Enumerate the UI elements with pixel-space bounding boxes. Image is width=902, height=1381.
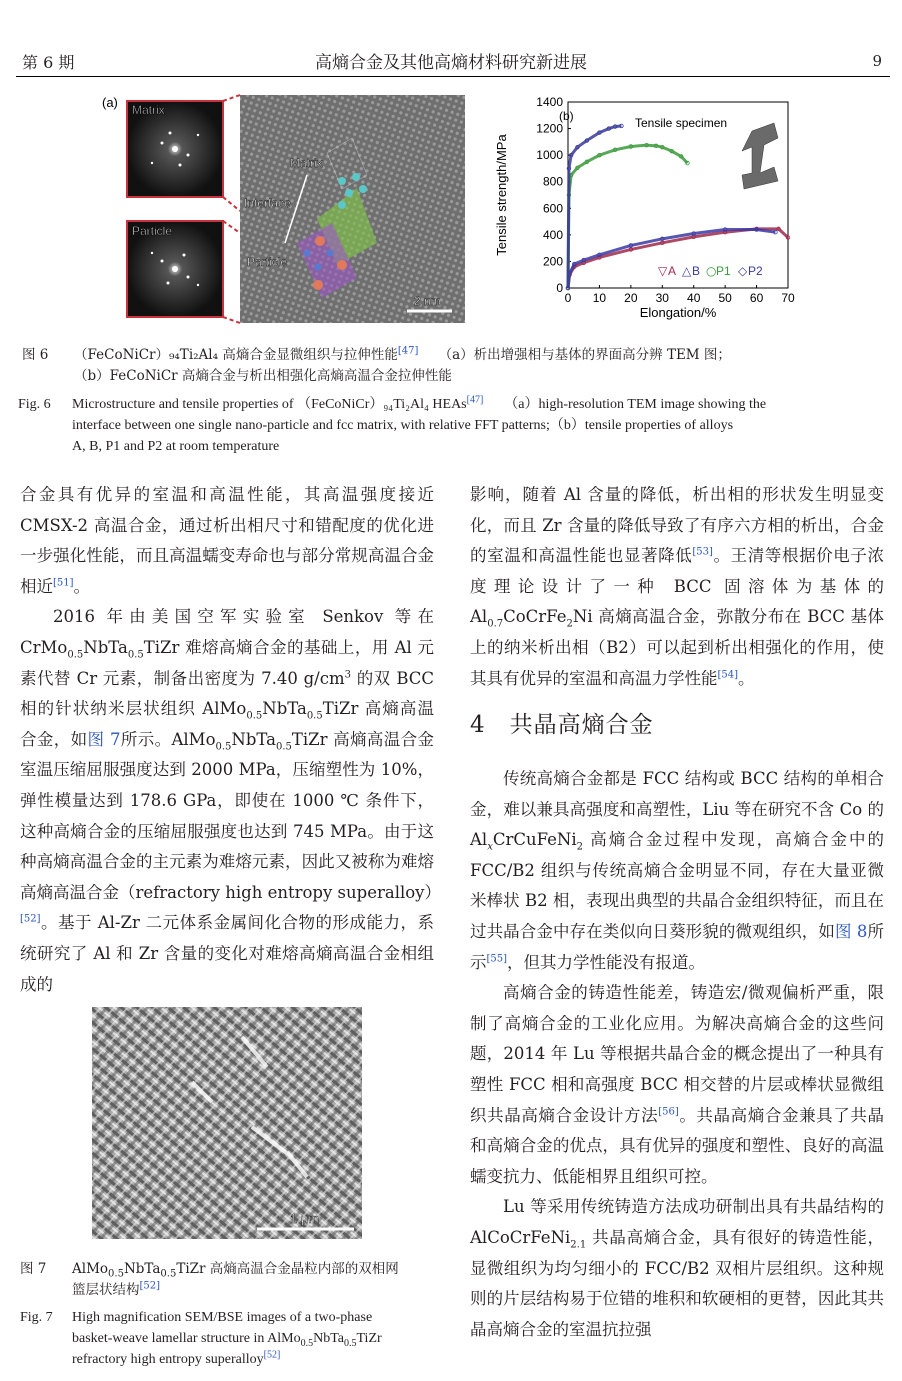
y-tick-label: 0	[556, 281, 563, 295]
x-tick-label: 30	[655, 291, 669, 305]
figure-6	[92, 93, 812, 333]
y-tick-label: 400	[542, 227, 563, 242]
right-column-bottom	[470, 764, 884, 1345]
caption-text: AlMo$_{0.5}$NbTa$_{0.5}$TiZr 高熵高温合金晶粒内部的双相网 篮层状结构[52]	[72, 1261, 399, 1298]
inset-label-matrix: Matrix	[132, 103, 165, 117]
label-matrix: Matrix	[290, 156, 323, 170]
header-rule	[16, 76, 890, 77]
tensile-chart	[494, 95, 795, 320]
y-tick-label: 200	[542, 254, 563, 269]
y-tick-label: 600	[542, 201, 563, 216]
paragraph: Lu 等采用传统铸造方法成功研制出具有共晶结构的 AlCoCrFeNi$_{2.1}$ 共晶高熵合金，具有很好的铸造性能，显微组织为均匀细小的 FCC/B2 双相片层组织。这种规则的片层结构易于位错的堆积和软硬相的更替，因此其共晶高熵合金的室温抗拉强	[470, 1197, 884, 1339]
sem-image	[92, 1007, 362, 1239]
panel-a-label: (a)	[102, 95, 118, 110]
caption-label: 图 7	[20, 1261, 47, 1277]
paragraph: 传统高熵合金都是 FCC 结构或 BCC 结构的单相合金，难以兼具高强度和高塑性，Liu 等在研究不含 Co 的 $Al_xCrCuFeNi_2$ 高熵合金过程中发现，高熵合金中的 FCC/B2 组织与传统高熵合金明显不同，存在大量亚微米棒状 B2 相，表现出典型的共晶合金组织特征，而且在过共晶合金中存在类似向日葵形貌的微观组织，如图 8所示[55]，但其力学性能没有报道。	[470, 769, 885, 972]
caption-text: High magnification SEM/BSE images of a two-phase basket-weave lamellar structure in AlMo$_{0.5}$NbTa$_{0.5}$TiZr refractory high entropy superalloy[52]	[72, 1310, 382, 1367]
section-heading: 4 共晶高熵合金	[470, 712, 654, 738]
x-tick-label: 20	[624, 291, 638, 305]
legend-marker-p2: ◇	[738, 264, 748, 278]
left-column	[20, 480, 442, 1000]
figure-6-graphic	[92, 93, 812, 333]
specimen-label: Tensile specimen	[635, 116, 728, 130]
x-tick-label: 40	[687, 291, 701, 305]
x-tick-label: 10	[592, 291, 607, 305]
legend-marker-b: △	[682, 264, 692, 278]
x-tick-label: 70	[781, 291, 795, 305]
y-axis-label: Tensile strength/MPa	[494, 134, 509, 256]
legend-label-p1: P1	[716, 264, 731, 278]
journal-title: 高熵合金及其他高熵材料研究新进展	[315, 53, 587, 73]
caption-text: （FeCoNiCr）₉₄Ti₂Al₄ 高熵合金显微组织与拉伸性能[47] （a）析出增强相与基体的界面高分辨 TEM 图； （b）FeCoNiCr 高熵合金与析出相强化高熵高温合金拉伸性能	[74, 345, 731, 384]
legend-label-a: A	[668, 264, 677, 278]
figure-7-link[interactable]: 图 7	[87, 729, 121, 749]
paragraph: 影响，随着 Al 含量的降低，析出相的形状发生明显变化，而且 Zr 含量的降低导致了有序六方相的析出，合金的室温和高温性能也显著降低[53]。王清等根据价电子浓度理论设计了一种 BCC 固溶体为基体的 $Al_{0.7}CoCrFe_2Ni$ 高熵高温合金，弥散分布在 BCC 基体上的纳米析出相（B2）可以起到析出相强化的作用，使其具有优异的室温和高温力学性能[54]。	[470, 485, 885, 688]
paragraph: 高熵合金的铸造性能差，铸造宏/微观偏析严重，限制了高熵合金的工业化应用。为解决高熵合金的这些问题，2014 年 Lu 等根据共晶合金的概念提出了一种具有塑性 FCC 相和高强度 BCC 相交替的片层或棒状显微组织共晶高熵合金设计方法[56]。共晶高熵合金兼具了共晶和高熵合金的优点，具有优异的强度和塑性、良好的高温蠕变抗力、低能相界且组织可控。	[470, 983, 885, 1186]
y-tick-label: 800	[542, 174, 563, 189]
paragraph: 合金具有优异的室温和高温性能，其高温强度接近CMSX-2 高温合金，通过析出相尺寸和错配度的优化进一步强化性能，而且高温蠕变寿命也与部分常规高温合金相近[51]。	[20, 485, 434, 596]
y-tick-label: 1000	[536, 148, 563, 163]
inset-label-particle: Particle	[132, 224, 173, 238]
paragraph: 2016 年由美国空军实验室 Senkov 等在 CrMo$_{0.5}$NbTa$_{0.5}$TiZr 难熔高熵合金的基础上，用 Al 元素代替 Cr 元素，制备出密度为 7.40 $g/cm^3$ 的双 BCC 相的针状纳米层状组织 AlMo$_{0.5}$NbTa$_{0.5}$TiZr 高熵高温合金，如图 7所示。AlMo$_{0.5}$NbTa$_{0.5}$TiZr 高熵高温合金室温压缩屈服强度达到 2000 MPa，压缩塑性为 10%，弹性模量达到 178.6 GPa，即使在 1000 ℃ 条件下，这种高熵合金的压缩屈服强度也达到 745 MPa。由于这种高熵高温合金的主元素为难熔元素，因此又被称为难熔高熵高温合金（refractory high entropy superalloy）[52]。基于 Al-Zr 二元体系金属间化合物的形成能力，系统研究了 Al 和 Zr 含量的变化对难熔高熵高温合金相组成的	[20, 607, 442, 994]
y-tick-label: 1400	[536, 95, 563, 109]
figure-8-link[interactable]: 图 8	[834, 921, 868, 941]
tensile-specimen-icon	[742, 123, 778, 189]
caption-label: 图 6	[22, 347, 49, 363]
x-axis-label: Elongation/%	[639, 305, 717, 320]
x-tick-label: 50	[718, 291, 732, 305]
running-header	[0, 0, 902, 80]
issue-number: 第 6 期	[22, 53, 75, 72]
caption-label: Fig. 6	[18, 397, 51, 412]
panel-b-label: (b)	[559, 109, 574, 123]
x-tick-label: 0	[564, 291, 572, 305]
figure-7	[92, 1007, 362, 1239]
scale-label-2nm: 2 nm	[414, 294, 441, 308]
legend-marker-a: ▽	[658, 264, 668, 278]
legend-label-b: B	[692, 264, 701, 278]
scale-label-1um: 1 μm	[290, 1211, 320, 1226]
x-tick-label: 60	[749, 291, 764, 305]
legend-label-p2: P2	[748, 264, 763, 278]
y-tick-label: 1200	[536, 121, 563, 136]
caption-label: Fig. 7	[20, 1310, 53, 1325]
right-column-top	[470, 480, 884, 694]
page-number: 9	[872, 52, 882, 70]
legend-marker-p1: ○	[706, 264, 717, 278]
label-particle: Particle	[247, 255, 288, 269]
label-interface: Interface	[244, 196, 291, 210]
caption-text: Microstructure and tensile properties of （FeCoNiCr）₉₄Ti₂Al₄ HEAs[47] （a）high-resolution TEM image showing the interface between one single nano-particle and fcc matrix, with relative FFT patterns;（b）tensile properties of alloys A, B, P1 and P2 at room temperature	[72, 394, 767, 454]
